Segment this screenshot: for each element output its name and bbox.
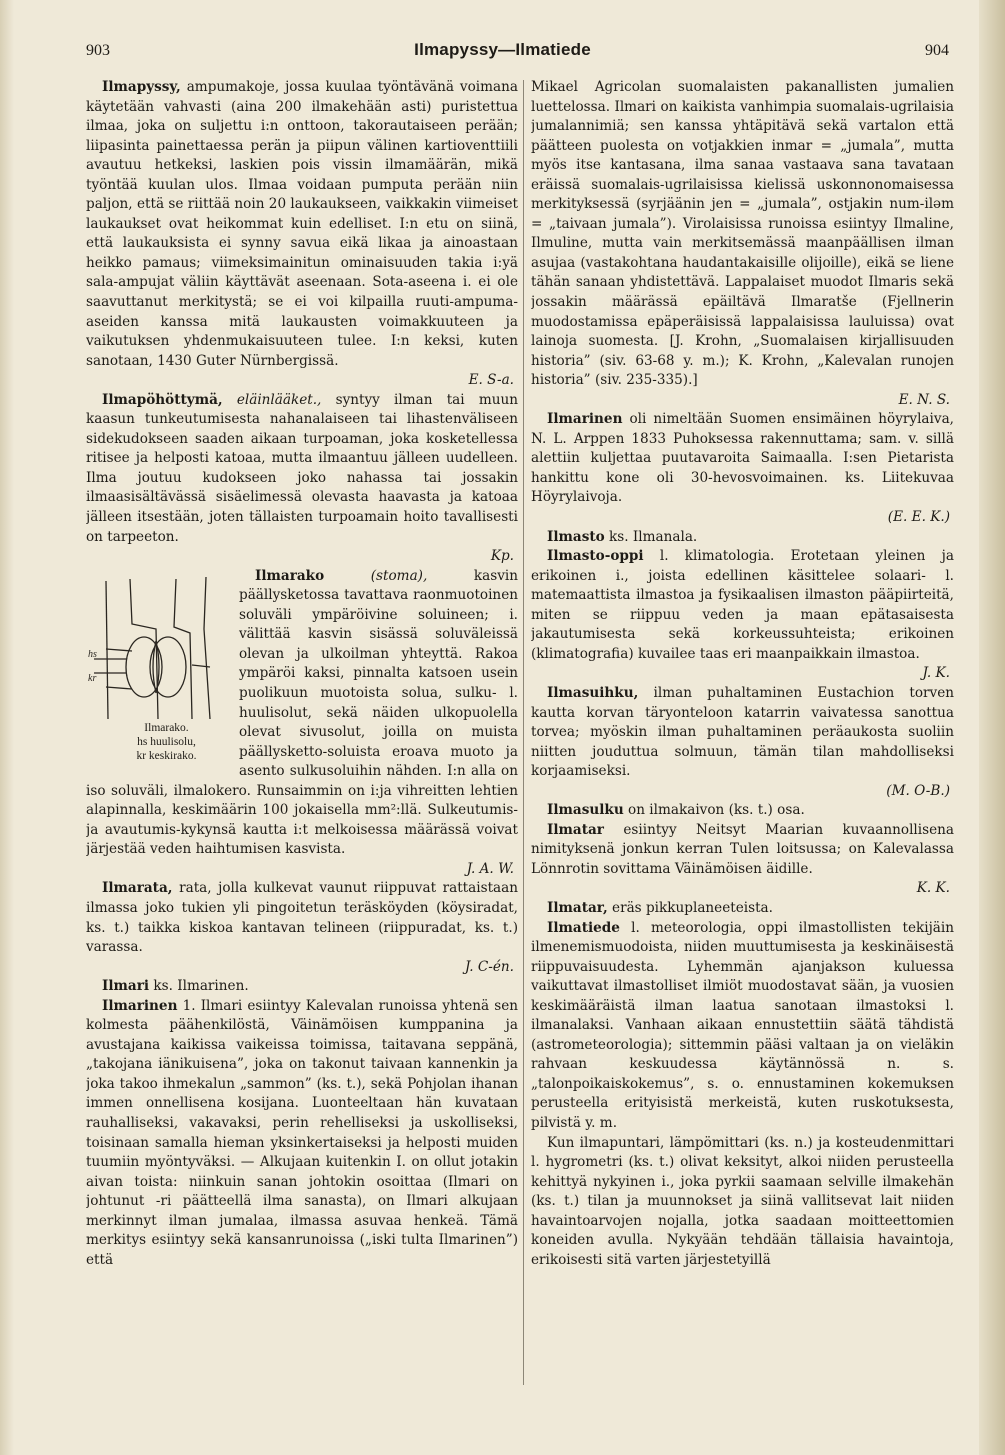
entry-ilmarinen-continued — [531, 78, 954, 410]
entry-field: (stoma), — [324, 567, 428, 584]
headword: Ilmasto-oppi — [547, 548, 644, 565]
headword: Ilmarinen — [102, 997, 178, 1014]
entry-text: syntyy ilman tai muun kaasun tunkeutumisesta nahanalaiseen tai lihastenväliseen sidekudokseen saaden aikaan turpoaman, joka kosketellessa ritisee ja helposti katoaa, mutta ilmaantuu jälleen uudelleen. Ilma joutuu kudokseen joko nahassa tai jossakin ilmaasisältävässä sisäelimessä olevasta haavasta ja katoaa jälleen itsestään, joten tällaisten turpoamain hoito tavallisesti on tarpeeton. — [86, 391, 518, 545]
entry-ilmarata — [86, 879, 518, 977]
entry-text: on ilmakaivon (ks. t.) osa. — [623, 802, 805, 819]
headword: Ilmatiede — [547, 919, 620, 936]
stoma-drawing — [86, 569, 231, 719]
caption-line: hs huulisolu, — [137, 735, 196, 748]
entry-ilmari — [86, 977, 518, 997]
entry-text: esiintyy Neitsyt Maarian kuvaannollisena nimityksenä jonkun kerran Tulen loitsussa; on Kalevalassa Lönnrotin sovittama Väinämöisen äidille. — [531, 821, 954, 877]
entry-text: Kun ilmapuntari, lämpömittari (ks. n.) ja kosteudenmittari l. hygrometri (ks. t.) olivat keksityt, alkoi niiden perusteella kehittyä nykyinen i., joka pyrkii saamaan selville ilmakehän (ks. t.) tilan ja muunnokset ja siinä vallitsevat lait niiden havaintoarvojen nojalla, jotka saadaan moitteettomien koneiden avulla. Nykyään tehdään tällaisia havaintoja, erikoisesti sitä varten järjestetyillä — [531, 1134, 954, 1268]
entry-ilmasto — [531, 528, 954, 548]
entry-ilmarako — [86, 567, 518, 880]
entry-author: J. A. W. — [466, 860, 514, 877]
page-right-edge — [979, 0, 1005, 1455]
entry-text: ilman puhaltaminen Eustachion torven kautta korvan täryonteloon katarrin vaivatessa sanottua torvea; myöskin ilman puhaltaminen peräaukosta suoliin niitten jouduttua solmuun, tämän tilan mahdolliseksi korjaamiseksi. — [531, 684, 954, 780]
caption-line: Ilmarako. — [144, 721, 189, 734]
entry-author: E. S-a. — [468, 372, 514, 389]
caption-line: kr keskirako. — [136, 749, 197, 762]
entry-author: (E. E. K.) — [887, 509, 950, 526]
entry-ilmarinen — [86, 997, 518, 1271]
entry-ilmatiede — [531, 919, 954, 1134]
entry-field: eläinlääket., — [222, 391, 322, 408]
headword: Ilmari — [102, 978, 150, 995]
headword: Ilmarata, — [102, 880, 173, 897]
entry-ilmatar — [531, 821, 954, 899]
right-column — [531, 78, 954, 1418]
entry-ilmatar-planet — [531, 899, 954, 919]
headword: Ilmasulku — [547, 802, 624, 819]
entry-ilmatiede-continued — [531, 1134, 954, 1271]
entry-text: ks. Ilmanala. — [604, 528, 698, 545]
column-divider — [523, 80, 524, 1385]
left-column — [86, 78, 518, 1418]
entry-text: oli nimeltään Suomen ensimäinen höyrylaiva, N. L. Arppen 1833 Puhoksessa rakennuttama; sam. v. sillä alettiin kuljettaa puutavaroita Saimaalla. I:sen Pietarista hankittu kone oli 30-hevosvoimainen. ks. Liitekuvaa Höyrylaivoja. — [531, 411, 954, 506]
page-number-right: 904 — [925, 42, 949, 59]
entry-author: J. C-én. — [464, 958, 514, 975]
page-left-shadow — [0, 0, 14, 1455]
label-hs: hs — [88, 648, 97, 660]
headword: Ilmapöhöttymä, — [102, 391, 223, 408]
headword: Ilmasto — [547, 528, 605, 545]
entry-author: E. N. S. — [898, 391, 950, 408]
entry-text: l. klimatologia. Erotetaan yleinen ja erikoinen i., joista edellinen käsittelee solaari- l. matemaattista ilmastoa ja fysikaalisen ilmaston pääpiirteitä, miten se riippuu veden ja maan epätasaisesta jakautumisesta sekä korkeussuhteista; erikoinen (klimatografia) kuvailee taas eri maanpaikkain ilmastoa. — [531, 548, 954, 662]
entry-text: Mikael Agricolan suomalaisten pakanallisten jumalien luettelossa. Ilmari on kaikista vanhimpia suomalais-ugrilaisia jumalannimiä; sen kanssa yhtäpitävä sekä vartalon että päätteen puolesta on votjakkien inmar = „jumala”, mutta myös itse kantasana, ilma sanaa vastaava sana tavataan eräissä suomalais-ugrilaisissa kielissä uskonnonomaisessa merkityksessä (syrjäänin jen = „jumala”, ostjakin num-iləm = „taivaan jumala”). Virolaisissa runoissa esiintyy Ilmaline, Ilmuline, mutta vain merkitsemässä maanpäällisen ilman asujaa (vastakohtana haudantakaisille olijoille), eikä se liene tähän sanaan yhdistettävä. Lappalaiset muodot Ilmaris sekä jossakin määrässä epäiltävä Ilmaratše (Fjellnerin muodostamissa epäperäisissä lappalaisissa lauluissa) ovat lainoja suomesta. [J. Krohn, „Suomalaisen kirjallisuuden historia” (siv. 63-68 y. m.); K. Krohn, „Kalevalan runojen historia” (siv. 235-335).] — [531, 79, 954, 389]
entry-ilmapyssy — [86, 78, 518, 391]
entry-text: ks. Ilmarinen. — [149, 978, 249, 995]
running-title: Ilmapyssy—Ilmatiede — [414, 40, 591, 59]
entry-author: K. K. — [916, 880, 950, 897]
headword: Ilmarinen — [547, 411, 623, 428]
page-header — [0, 38, 1005, 68]
headword: Ilmapyssy, — [102, 79, 181, 95]
label-kr: kr — [88, 672, 97, 684]
entry-text: rata, jolla kulkevat vaunut riippuvat rattaistaan ilmassa joko tukien yli pingoitetun teräsköyden (köysiradat, ks. t.) taikka kiskoa kantavan telineen (riippuradat, ks. t.) varassa. — [86, 880, 518, 956]
entry-author: Kp. — [490, 548, 514, 565]
entry-ilmasulku — [531, 801, 954, 821]
entry-author: J. K. — [922, 665, 950, 682]
entry-ilmarinen-ship — [531, 410, 954, 527]
entry-ilmasto-oppi — [531, 547, 954, 684]
figure-caption — [86, 721, 231, 763]
headword: Ilmasuihku, — [547, 684, 639, 701]
entry-author: (M. O-B.) — [886, 782, 950, 799]
headword: Ilmarako — [255, 567, 325, 584]
entry-text: eräs pikkuplaneeteista. — [607, 899, 773, 916]
entry-text: l. meteorologia, oppi ilmastollisten tekijäin ilmenemismuodoista, niiden muuttumisesta ja keskinäisestä riippuvaisuudesta. Lyhemmän ajanjakson kuluessa vaikuttavat ilmastolliset ilmiöt muodostavat sään, ja vuosien keskimääräistä ilman laatua sanotaan ilmastoksi l. ilmanalaksi. Vanhaan aikaan ennustettiin säätä tähdistä (astrometeorologia); sittemmin pääsi valtaan ja on vieläkin rahvaan keskuudessa käytännössä n. s. „talonpoikaiskokemus”, s. o. ennustaminen kokemuksen perusteella erityisistä merkeistä, kuten ruskotuksesta, pilvistä y. m. — [531, 919, 954, 1131]
entry-text: ampumakoje, jossa kuulaa työntävänä voimana käytetään vahvasti (aina 200 ilmakehään asti) puristettua ilmaa, joka on suljettu i:n onttoon, takorautaiseen perään; liipasinta painettaessa perän ja piipun välinen kartioventtiili avautuu hetkeksi, laskien pois vissin ilmamäärän, mikä työntää kuulan ulos. Ilmaa voidaan pumputa perään niin paljon, että se riittää noin 20 laukaukseen, vaikkakin viimeiset laukaukset ovat heikommat kuin edelliset. I:n etu on siinä, että laukauksista ei synny savua eikä likaa ja ainoastaan heikko pamaus; viimeksimainitun ominaisuuden takia i:yä sala-ampujat väliin käyttävät aseenaan. Sota-aseena i. ei ole saavuttanut merkitystä; se ei voi kilpailla ruuti-ampuma-aseiden kanssa mitä laukausten voimakkuuteen ja vaikutuksen yhdenmukaisuuteen tulee. I:n keksi, kuten sanotaan, 1430 Guter Nürnbergissä. — [86, 79, 518, 369]
entry-ilmapohottyma — [86, 391, 518, 567]
headword: Ilmatar, — [547, 899, 608, 916]
entry-text: 1. Ilmari esiintyy Kalevalan runoissa yhtenä sen kolmesta päähenkilöstä, Väinämöisen kumppanina ja avustajana kaikissa vaikeissa toimissa, taitavana seppänä, „takojana iänikuisena”, joka on takonut taivaan kannenkin ja joka takoo ihmekalun „sammon” (ks. t.), sekä Pohjolan ihanan immen onnellisena kosijana. Luonteeltaan hän kuvataan rauhalliseksi, vakavaksi, perin rehelliseksi ja uskolliseksi, toisinaan samalla hieman yksinkertaiseksi ja helposti muiden tuumiin myöntyväksi. — Alkujaan kuitenkin I. on ollut jotakin aivan toista: niinkuin sanan johtokin osoittaa (Ilmari on johtunut -ri päätteellä ilma sanasta), on Ilmari alkujaan merkinnyt ilman jumalaa, ilmassa asuvaa henkeä. Tämä merkitys esiintyy sekä kansanrunoissa („iski tulta Ilmarinen”) että — [86, 997, 518, 1268]
page-number-left: 903 — [86, 42, 110, 59]
headword: Ilmatar — [547, 821, 604, 838]
entry-text: kasvin päällysketossa tavattava raonmuotoinen soluväli ympäröivine soluineen; i. välittää kasvin sisässä soluväleissä olevan ja ulkoilman yhteyttä. Rakoa ympäröi kaksi, pinnalta katsoen usein puolikuun muotoista solua, sulku- l. huulisolut, sekä näiden ulkopuolella olevat sivusolut, joilla on muista päällysketto-soluista eroava muoto ja asento sulkusoluihin nähden. I:n alla on iso soluväli, ilmalokero. Runsaimmin on i:ja vihreitten lehtien alapinnalla, keskimäärin 100 jokaisella mm²:llä. Sulkeutumis- ja avautumis-kykynsä kautta i:t melkoisessa määrässä voivat järjestää veden haihtumisen kasvista. — [86, 567, 518, 858]
entry-ilmasuihku — [531, 684, 954, 801]
stoma-figure — [86, 569, 231, 769]
